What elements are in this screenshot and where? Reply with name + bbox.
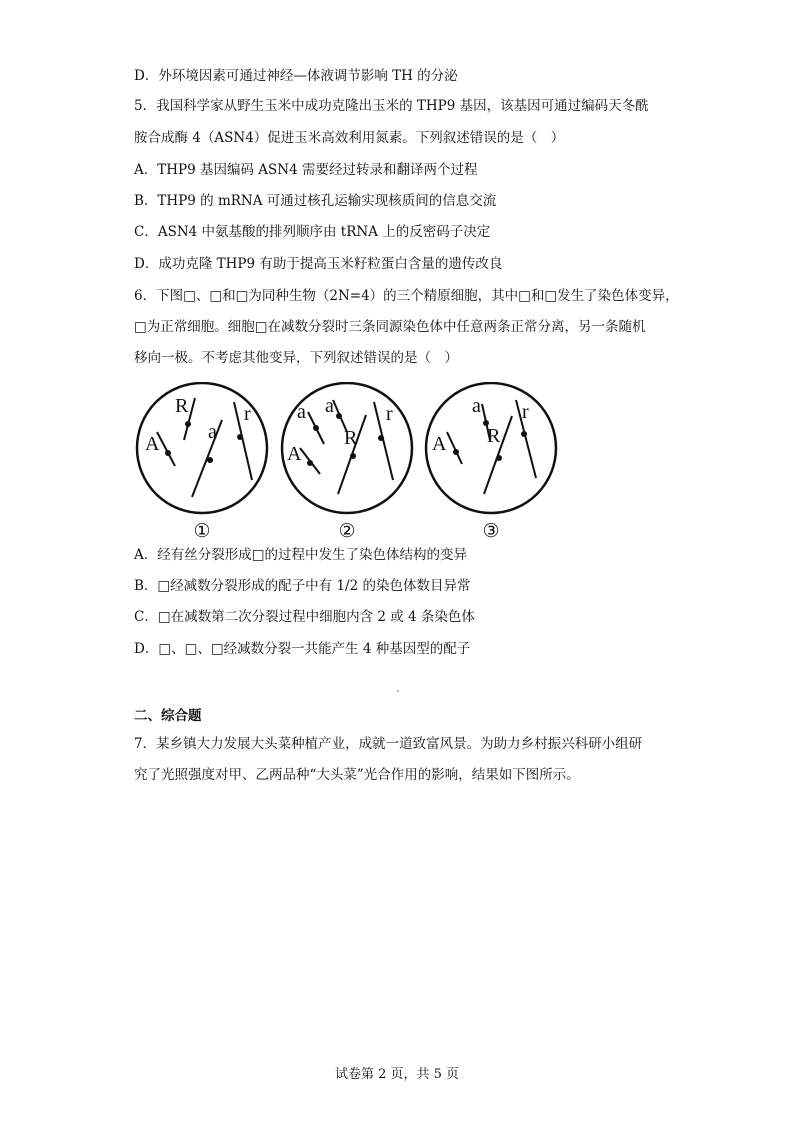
q4-option-d: D．外环境因素可通过神经—体液调节影响 TH 的分泌 [134, 68, 458, 84]
section-2-heading: 二、综合题 [134, 708, 202, 724]
cell-2-centromere-r [378, 435, 384, 441]
q6-option-d: D．□、□、□经减数分裂一共能产生 4 种基因型的配子 [134, 641, 471, 657]
q6-stem-line-2: □为正常细胞。细胞□在减数分裂时三条同源染色体中任意两条正常分离，另一条随机 [134, 319, 646, 335]
cell-1-label-a: a [208, 421, 217, 443]
cell-2-number: ② [338, 521, 356, 542]
q5-stem-line-2: 胺合成酶 4（ASN4）促进玉米高效利用氮素。下列叙述错误的是（ ） [134, 130, 565, 146]
spermatogonia-diagram [130, 382, 600, 544]
cell-2-label-A: A [287, 443, 302, 465]
cell-1-label-A: A [145, 433, 160, 455]
cell-1-label-R: R [175, 395, 189, 417]
q7-stem-line-2: 究了光照强度对甲、乙两品种“大头菜”光合作用的影响，结果如下图所示。 [134, 767, 580, 783]
page-footer: 试卷第 2 页，共 5 页 [334, 1067, 460, 1082]
cell-2-label-R: R [344, 427, 358, 449]
q5-option-c: C．ASN4 中氨基酸的排列顺序由 tRNA 上的反密码子决定 [134, 224, 491, 240]
q6-stem-line-1: 6．下图□、□和□为同种生物（2N=4）的三个精原细胞，其中□和□发生了染色体变异， [134, 288, 679, 304]
cell-3 [426, 383, 556, 513]
cell-3-label-A: A [432, 433, 447, 455]
cell-3-label-r: r [522, 401, 529, 423]
cell-3-centromere-A [453, 449, 459, 455]
cell-1-chromosome-a [192, 420, 222, 497]
cell-3-label-R: R [487, 425, 501, 447]
cell-1-centromere-R [185, 421, 191, 427]
cell-3-centromere-r [521, 431, 527, 437]
cell-2 [282, 383, 412, 513]
cell-1-number: ① [193, 521, 211, 542]
cell-1-centromere-A [165, 450, 171, 456]
cell-1-label-r: r [244, 403, 251, 425]
q5-option-b: B．THP9 的 mRNA 可通过核孔运输实现核质间的信息交流 [134, 193, 497, 209]
cell-3-number: ③ [482, 521, 500, 542]
cell-1-chromosome-A [157, 432, 175, 466]
q5-option-a: A．THP9 基因编码 ASN4 需要经过转录和翻译两个过程 [134, 162, 478, 178]
cell-1-centromere-r [237, 434, 243, 440]
scan-artifact-dot [397, 690, 399, 692]
cell-3-centromere-R [496, 455, 502, 461]
cell-2-centromere-a2 [336, 413, 342, 419]
cell-3-label-a: a [472, 395, 481, 417]
q7-stem-line-1: 7．某乡镇大力发展大头菜种植产业，成就一道致富风景。为助力乡村振兴科研小组研 [134, 736, 643, 752]
cell-2-centromere-a1 [313, 425, 319, 431]
cell-3-chromosome-A [447, 432, 462, 464]
cell-2-label-r: r [386, 403, 393, 425]
cell-1 [137, 383, 267, 513]
q6-stem-line-3: 移向一极。不考虑其他变异，下列叙述错误的是（ ） [134, 350, 458, 366]
q5-option-d: D．成功克隆 THP9 有助于提高玉米籽粒蛋白含量的遗传改良 [134, 256, 503, 272]
cell-1-centromere-a [207, 457, 213, 463]
cell-2-label-a1: a [297, 401, 306, 423]
cell-2-centromere-A [307, 460, 313, 466]
q6-option-c: C．□在减数第二次分裂过程中细胞内含 2 或 4 条染色体 [134, 609, 475, 625]
q6-option-b: B．□经减数分裂形成的配子中有 1/2 的染色体数目异常 [134, 578, 471, 594]
cell-2-label-a2: a [325, 395, 334, 417]
cell-2-centromere-R [350, 453, 356, 459]
q6-option-a: A．经有丝分裂形成□的过程中发生了染色体结构的变异 [134, 547, 468, 563]
q5-stem-line-1: 5．我国科学家从野生玉米中成功克隆出玉米的 THP9 基因，该基因可通过编码天冬酰 [134, 98, 649, 114]
